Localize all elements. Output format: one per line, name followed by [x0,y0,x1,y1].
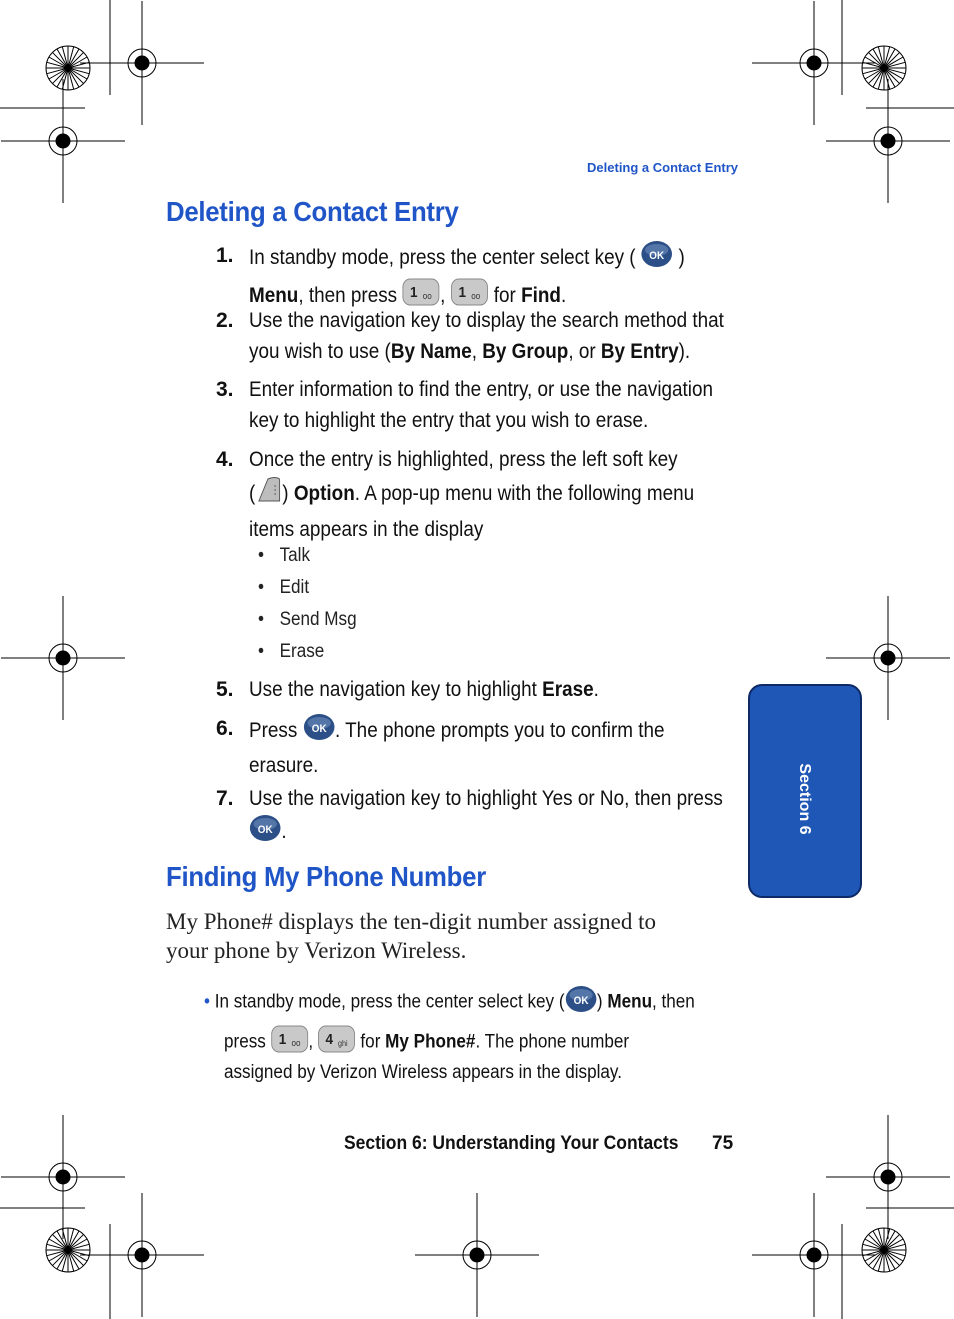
step-text: Enter information to find the entry, or use the navigation [249,378,714,401]
step-7 [216,783,740,851]
step-text: you wish to use ( [249,340,391,363]
svg-text:1: 1 [410,284,418,302]
section-title-deleting: Deleting a Contact Entry [166,196,459,227]
step-2 [216,305,740,367]
menu-term: Menu [249,284,299,308]
step-text: ). [678,340,691,363]
step-text: Use the navigation key to highlight [249,678,543,701]
my-phone-term: My Phone# [385,1031,476,1053]
svg-text:OK: OK [257,824,273,837]
step-4 [216,444,740,545]
crop-mark [56,651,70,665]
step-3 [216,374,740,436]
step-text: ( [249,482,256,506]
by-entry-term: By Entry [600,340,679,363]
erase-term: Erase [542,678,594,701]
section-tab-label: Section 6 [796,763,813,835]
key-4-icon [318,1024,356,1061]
step-number: 2. [216,309,234,332]
step-text: . The phone number [475,1031,630,1053]
step-6 [216,713,740,781]
step-text: . [560,284,567,308]
ok-key-icon [249,814,281,851]
step-text: In standby mode, press the center select key ( [249,246,636,270]
list-item: Erase [279,641,325,662]
step-text: . A pop-up menu with the following menu [354,482,695,506]
crop-mark [881,651,895,665]
step-text: for [493,284,516,308]
option-term: Option [293,482,355,506]
ok-key-icon [641,240,673,277]
menu-item-erase [258,641,324,663]
svg-text:1: 1 [278,1031,287,1049]
step-number: 5. [216,678,234,701]
phone-number-instruction [204,985,744,1085]
paragraph-line: My Phone# displays the ten-digit number assigned to [166,909,656,934]
step-text: for [360,1031,381,1053]
menu-item-send-msg [258,609,357,631]
step-text: , [308,1031,314,1053]
step-text: ) [678,246,685,270]
svg-text:1: 1 [458,284,467,302]
step-text: assigned by Verizon Wireless appears in the display. [224,1062,622,1083]
svg-text:oo: oo [423,290,433,302]
find-term: Find [521,284,561,308]
crop-mark [135,1248,149,1262]
bullet-dot: • [258,577,264,598]
step-text: , [471,340,483,363]
svg-text:ghi: ghi [338,1038,348,1049]
crop-mark [470,1248,484,1262]
step-text: . [281,820,287,844]
running-header: Deleting a Contact Entry [587,160,738,175]
crop-mark [56,1170,70,1184]
bullet-dot: • [258,641,264,662]
step-number: 6. [216,717,234,740]
list-item: Edit [279,577,310,598]
footer-title: Section 6: Understanding Your Contacts [344,1133,679,1154]
step-text: In standby mode, press the center select key ( [214,991,565,1013]
by-group-term: By Group [482,340,569,363]
svg-text:OK: OK [573,995,589,1008]
menu-item-talk [258,545,310,567]
step-number: 7. [216,787,234,810]
step-text: Once the entry is highlighted, press the left soft key [249,448,678,471]
bullet-dot: • [258,609,264,630]
crop-mark [881,134,895,148]
svg-text:4: 4 [325,1031,334,1049]
menu-term: Menu [607,991,653,1013]
svg-text:oo: oo [291,1037,301,1049]
step-text: erasure. [249,754,319,777]
svg-text:oo: oo [471,290,481,302]
step-text: Press [249,719,298,743]
svg-text:OK: OK [649,250,665,263]
by-name-term: By Name [390,340,472,363]
key-1-icon [271,1024,309,1061]
crop-mark [56,134,70,148]
crop-mark [135,56,149,70]
step-text: , then [652,991,695,1013]
step-text: ) [596,991,603,1013]
ok-key-icon [303,713,335,750]
step-text: . [593,678,599,701]
bullet-dot: • [258,545,264,566]
crop-mark [881,1170,895,1184]
step-text: , then press [298,284,398,308]
step-text: . The phone prompts you to confirm the [334,719,665,743]
step-number: 1. [216,244,234,267]
crop-mark [807,56,821,70]
step-text: key to highlight the entry that you wish to erase. [249,409,649,432]
body-paragraph [166,907,726,965]
step-text: Use the navigation key to highlight Yes or No, then press [249,787,723,810]
crop-mark [807,1248,821,1262]
step-text: press [224,1031,266,1053]
left-soft-key-icon [255,475,282,514]
bullet-dot: • [204,991,210,1013]
step-number: 4. [216,448,234,471]
step-text: Use the navigation key to display the search method that [249,309,724,332]
step-text: , or [568,340,601,363]
list-item: Send Msg [279,609,357,630]
page-number: 75 [712,1133,734,1154]
section-title-finding: Finding My Phone Number [166,861,486,892]
step-text: ) [282,482,289,506]
step-5 [216,674,740,705]
svg-text:OK: OK [311,723,327,736]
step-number: 3. [216,378,234,401]
step-text: items appears in the display [249,518,484,541]
menu-item-edit [258,577,309,599]
step-text: , [440,284,446,308]
list-item: Talk [279,545,311,566]
ok-key-icon [565,985,597,1020]
paragraph-line: your phone by Verizon Wireless. [166,938,467,963]
